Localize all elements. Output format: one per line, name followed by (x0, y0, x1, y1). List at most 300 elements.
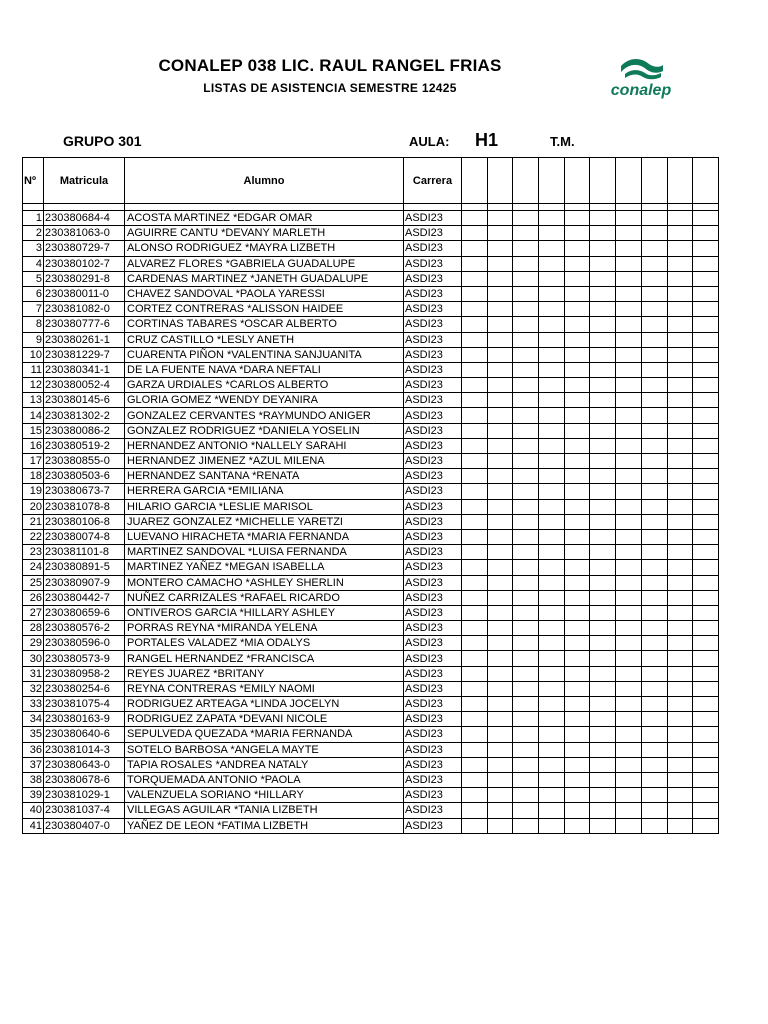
attendance-cell[interactable] (693, 286, 719, 301)
attendance-cell[interactable] (693, 271, 719, 286)
attendance-cell[interactable] (487, 681, 513, 696)
attendance-cell[interactable] (539, 362, 565, 377)
attendance-cell[interactable] (564, 286, 590, 301)
attendance-cell[interactable] (667, 697, 693, 712)
attendance-cell[interactable] (667, 393, 693, 408)
attendance-cell[interactable] (462, 818, 488, 833)
attendance-cell[interactable] (487, 514, 513, 529)
attendance-cell[interactable] (667, 788, 693, 803)
attendance-cell[interactable] (539, 438, 565, 453)
attendance-cell[interactable] (616, 286, 642, 301)
attendance-cell[interactable] (590, 317, 616, 332)
attendance-cell[interactable] (693, 818, 719, 833)
attendance-cell[interactable] (513, 256, 539, 271)
attendance-cell[interactable] (462, 560, 488, 575)
attendance-cell[interactable] (641, 788, 667, 803)
attendance-cell[interactable] (462, 211, 488, 226)
attendance-cell[interactable] (641, 499, 667, 514)
attendance-cell[interactable] (616, 681, 642, 696)
attendance-cell[interactable] (590, 560, 616, 575)
attendance-cell[interactable] (564, 408, 590, 423)
attendance-cell[interactable] (539, 803, 565, 818)
attendance-cell[interactable] (667, 545, 693, 560)
attendance-cell[interactable] (616, 271, 642, 286)
attendance-cell[interactable] (513, 621, 539, 636)
attendance-cell[interactable] (462, 712, 488, 727)
attendance-cell[interactable] (539, 271, 565, 286)
attendance-cell[interactable] (590, 499, 616, 514)
attendance-cell[interactable] (693, 378, 719, 393)
attendance-cell[interactable] (487, 788, 513, 803)
attendance-cell[interactable] (616, 438, 642, 453)
attendance-cell[interactable] (462, 757, 488, 772)
attendance-cell[interactable] (513, 347, 539, 362)
attendance-cell[interactable] (487, 226, 513, 241)
attendance-cell[interactable] (462, 408, 488, 423)
attendance-cell[interactable] (487, 241, 513, 256)
attendance-cell[interactable] (590, 697, 616, 712)
attendance-cell[interactable] (616, 226, 642, 241)
attendance-cell[interactable] (487, 712, 513, 727)
attendance-cell[interactable] (590, 271, 616, 286)
attendance-cell[interactable] (539, 347, 565, 362)
attendance-cell[interactable] (616, 454, 642, 469)
attendance-cell[interactable] (667, 438, 693, 453)
attendance-cell[interactable] (539, 621, 565, 636)
attendance-cell[interactable] (667, 772, 693, 787)
attendance-cell[interactable] (590, 666, 616, 681)
attendance-cell[interactable] (641, 803, 667, 818)
attendance-cell[interactable] (616, 712, 642, 727)
attendance-cell[interactable] (693, 757, 719, 772)
attendance-cell[interactable] (667, 636, 693, 651)
attendance-cell[interactable] (616, 514, 642, 529)
attendance-cell[interactable] (667, 347, 693, 362)
attendance-cell[interactable] (487, 211, 513, 226)
attendance-cell[interactable] (539, 423, 565, 438)
attendance-cell[interactable] (564, 423, 590, 438)
attendance-cell[interactable] (693, 772, 719, 787)
attendance-cell[interactable] (616, 697, 642, 712)
attendance-cell[interactable] (564, 454, 590, 469)
attendance-cell[interactable] (539, 226, 565, 241)
attendance-cell[interactable] (616, 605, 642, 620)
attendance-cell[interactable] (539, 727, 565, 742)
attendance-cell[interactable] (462, 621, 488, 636)
attendance-cell[interactable] (564, 362, 590, 377)
attendance-cell[interactable] (667, 423, 693, 438)
attendance-cell[interactable] (462, 469, 488, 484)
attendance-cell[interactable] (539, 772, 565, 787)
attendance-cell[interactable] (590, 408, 616, 423)
attendance-cell[interactable] (513, 697, 539, 712)
attendance-cell[interactable] (487, 575, 513, 590)
attendance-cell[interactable] (513, 286, 539, 301)
attendance-cell[interactable] (487, 727, 513, 742)
attendance-cell[interactable] (539, 590, 565, 605)
attendance-cell[interactable] (590, 378, 616, 393)
attendance-cell[interactable] (641, 469, 667, 484)
attendance-cell[interactable] (616, 621, 642, 636)
attendance-cell[interactable] (641, 286, 667, 301)
attendance-cell[interactable] (693, 454, 719, 469)
attendance-cell[interactable] (462, 651, 488, 666)
attendance-cell[interactable] (487, 484, 513, 499)
attendance-cell[interactable] (564, 211, 590, 226)
attendance-cell[interactable] (616, 347, 642, 362)
attendance-cell[interactable] (462, 256, 488, 271)
attendance-cell[interactable] (693, 560, 719, 575)
attendance-cell[interactable] (590, 712, 616, 727)
attendance-cell[interactable] (616, 423, 642, 438)
attendance-cell[interactable] (616, 378, 642, 393)
attendance-cell[interactable] (616, 803, 642, 818)
attendance-cell[interactable] (616, 241, 642, 256)
attendance-cell[interactable] (693, 241, 719, 256)
attendance-cell[interactable] (590, 727, 616, 742)
attendance-cell[interactable] (641, 742, 667, 757)
attendance-cell[interactable] (641, 256, 667, 271)
attendance-cell[interactable] (616, 408, 642, 423)
attendance-cell[interactable] (564, 697, 590, 712)
attendance-cell[interactable] (564, 636, 590, 651)
attendance-cell[interactable] (667, 742, 693, 757)
attendance-cell[interactable] (590, 529, 616, 544)
attendance-cell[interactable] (641, 818, 667, 833)
attendance-cell[interactable] (616, 575, 642, 590)
attendance-cell[interactable] (513, 226, 539, 241)
attendance-cell[interactable] (693, 575, 719, 590)
attendance-cell[interactable] (487, 302, 513, 317)
attendance-cell[interactable] (667, 681, 693, 696)
attendance-cell[interactable] (693, 590, 719, 605)
attendance-cell[interactable] (513, 605, 539, 620)
attendance-cell[interactable] (539, 742, 565, 757)
attendance-cell[interactable] (487, 545, 513, 560)
attendance-cell[interactable] (487, 271, 513, 286)
attendance-cell[interactable] (462, 666, 488, 681)
attendance-cell[interactable] (564, 469, 590, 484)
attendance-cell[interactable] (590, 393, 616, 408)
attendance-cell[interactable] (513, 514, 539, 529)
attendance-cell[interactable] (487, 651, 513, 666)
attendance-cell[interactable] (590, 818, 616, 833)
attendance-cell[interactable] (667, 317, 693, 332)
attendance-cell[interactable] (513, 560, 539, 575)
attendance-cell[interactable] (667, 560, 693, 575)
attendance-cell[interactable] (462, 286, 488, 301)
attendance-cell[interactable] (693, 529, 719, 544)
attendance-cell[interactable] (513, 408, 539, 423)
attendance-cell[interactable] (616, 757, 642, 772)
attendance-cell[interactable] (487, 469, 513, 484)
attendance-cell[interactable] (513, 332, 539, 347)
attendance-cell[interactable] (462, 438, 488, 453)
attendance-cell[interactable] (462, 362, 488, 377)
attendance-cell[interactable] (590, 469, 616, 484)
attendance-cell[interactable] (564, 560, 590, 575)
attendance-cell[interactable] (693, 499, 719, 514)
attendance-cell[interactable] (590, 803, 616, 818)
attendance-cell[interactable] (513, 818, 539, 833)
attendance-cell[interactable] (641, 514, 667, 529)
attendance-cell[interactable] (487, 590, 513, 605)
attendance-cell[interactable] (667, 818, 693, 833)
attendance-cell[interactable] (539, 378, 565, 393)
attendance-cell[interactable] (513, 241, 539, 256)
attendance-cell[interactable] (564, 772, 590, 787)
attendance-cell[interactable] (487, 803, 513, 818)
attendance-cell[interactable] (462, 484, 488, 499)
attendance-cell[interactable] (667, 803, 693, 818)
attendance-cell[interactable] (641, 636, 667, 651)
attendance-cell[interactable] (667, 514, 693, 529)
attendance-cell[interactable] (564, 666, 590, 681)
attendance-cell[interactable] (590, 545, 616, 560)
attendance-cell[interactable] (513, 757, 539, 772)
attendance-cell[interactable] (590, 772, 616, 787)
attendance-cell[interactable] (693, 727, 719, 742)
attendance-cell[interactable] (564, 788, 590, 803)
attendance-cell[interactable] (564, 378, 590, 393)
attendance-cell[interactable] (693, 636, 719, 651)
attendance-cell[interactable] (616, 772, 642, 787)
attendance-cell[interactable] (462, 681, 488, 696)
attendance-cell[interactable] (564, 545, 590, 560)
attendance-cell[interactable] (641, 651, 667, 666)
attendance-cell[interactable] (590, 423, 616, 438)
attendance-cell[interactable] (462, 590, 488, 605)
attendance-cell[interactable] (462, 499, 488, 514)
attendance-cell[interactable] (462, 271, 488, 286)
attendance-cell[interactable] (539, 302, 565, 317)
attendance-cell[interactable] (462, 788, 488, 803)
attendance-cell[interactable] (487, 499, 513, 514)
attendance-cell[interactable] (564, 317, 590, 332)
attendance-cell[interactable] (616, 211, 642, 226)
attendance-cell[interactable] (513, 575, 539, 590)
attendance-cell[interactable] (590, 332, 616, 347)
attendance-cell[interactable] (487, 772, 513, 787)
attendance-cell[interactable] (539, 697, 565, 712)
attendance-cell[interactable] (616, 666, 642, 681)
attendance-cell[interactable] (641, 302, 667, 317)
attendance-cell[interactable] (462, 332, 488, 347)
attendance-cell[interactable] (616, 545, 642, 560)
attendance-cell[interactable] (667, 727, 693, 742)
attendance-cell[interactable] (462, 393, 488, 408)
attendance-cell[interactable] (513, 302, 539, 317)
attendance-cell[interactable] (667, 362, 693, 377)
attendance-cell[interactable] (564, 575, 590, 590)
attendance-cell[interactable] (487, 423, 513, 438)
attendance-cell[interactable] (693, 621, 719, 636)
attendance-cell[interactable] (590, 286, 616, 301)
attendance-cell[interactable] (462, 302, 488, 317)
attendance-cell[interactable] (667, 469, 693, 484)
attendance-cell[interactable] (616, 818, 642, 833)
attendance-cell[interactable] (487, 818, 513, 833)
attendance-cell[interactable] (462, 742, 488, 757)
attendance-cell[interactable] (513, 681, 539, 696)
attendance-cell[interactable] (667, 286, 693, 301)
attendance-cell[interactable] (539, 651, 565, 666)
attendance-cell[interactable] (616, 484, 642, 499)
attendance-cell[interactable] (641, 590, 667, 605)
attendance-cell[interactable] (487, 256, 513, 271)
attendance-cell[interactable] (564, 712, 590, 727)
attendance-cell[interactable] (616, 332, 642, 347)
attendance-cell[interactable] (564, 332, 590, 347)
attendance-cell[interactable] (539, 317, 565, 332)
attendance-cell[interactable] (641, 408, 667, 423)
attendance-cell[interactable] (564, 484, 590, 499)
attendance-cell[interactable] (487, 666, 513, 681)
attendance-cell[interactable] (590, 256, 616, 271)
attendance-cell[interactable] (564, 226, 590, 241)
attendance-cell[interactable] (539, 211, 565, 226)
attendance-cell[interactable] (667, 575, 693, 590)
attendance-cell[interactable] (693, 712, 719, 727)
attendance-cell[interactable] (462, 697, 488, 712)
attendance-cell[interactable] (641, 241, 667, 256)
attendance-cell[interactable] (564, 621, 590, 636)
attendance-cell[interactable] (513, 788, 539, 803)
attendance-cell[interactable] (590, 211, 616, 226)
attendance-cell[interactable] (667, 378, 693, 393)
attendance-cell[interactable] (513, 742, 539, 757)
attendance-cell[interactable] (513, 271, 539, 286)
attendance-cell[interactable] (641, 666, 667, 681)
attendance-cell[interactable] (693, 545, 719, 560)
attendance-cell[interactable] (667, 605, 693, 620)
attendance-cell[interactable] (667, 332, 693, 347)
attendance-cell[interactable] (539, 332, 565, 347)
attendance-cell[interactable] (513, 484, 539, 499)
attendance-cell[interactable] (539, 575, 565, 590)
attendance-cell[interactable] (641, 484, 667, 499)
attendance-cell[interactable] (616, 788, 642, 803)
attendance-cell[interactable] (616, 636, 642, 651)
attendance-cell[interactable] (513, 651, 539, 666)
attendance-cell[interactable] (487, 529, 513, 544)
attendance-cell[interactable] (667, 211, 693, 226)
attendance-cell[interactable] (487, 742, 513, 757)
attendance-cell[interactable] (590, 590, 616, 605)
attendance-cell[interactable] (487, 454, 513, 469)
attendance-cell[interactable] (513, 211, 539, 226)
attendance-cell[interactable] (513, 423, 539, 438)
attendance-cell[interactable] (513, 712, 539, 727)
attendance-cell[interactable] (693, 484, 719, 499)
attendance-cell[interactable] (641, 712, 667, 727)
attendance-cell[interactable] (693, 651, 719, 666)
attendance-cell[interactable] (641, 772, 667, 787)
attendance-cell[interactable] (564, 681, 590, 696)
attendance-cell[interactable] (462, 514, 488, 529)
attendance-cell[interactable] (667, 484, 693, 499)
attendance-cell[interactable] (539, 681, 565, 696)
attendance-cell[interactable] (564, 803, 590, 818)
attendance-cell[interactable] (564, 742, 590, 757)
attendance-cell[interactable] (462, 727, 488, 742)
attendance-cell[interactable] (693, 681, 719, 696)
attendance-cell[interactable] (539, 484, 565, 499)
attendance-cell[interactable] (487, 636, 513, 651)
attendance-cell[interactable] (590, 362, 616, 377)
attendance-cell[interactable] (590, 302, 616, 317)
attendance-cell[interactable] (641, 697, 667, 712)
attendance-cell[interactable] (590, 575, 616, 590)
attendance-cell[interactable] (667, 408, 693, 423)
attendance-cell[interactable] (641, 727, 667, 742)
attendance-cell[interactable] (667, 712, 693, 727)
attendance-cell[interactable] (641, 347, 667, 362)
attendance-cell[interactable] (487, 317, 513, 332)
attendance-cell[interactable] (487, 621, 513, 636)
attendance-cell[interactable] (487, 697, 513, 712)
attendance-cell[interactable] (693, 317, 719, 332)
attendance-cell[interactable] (487, 347, 513, 362)
attendance-cell[interactable] (564, 438, 590, 453)
attendance-cell[interactable] (641, 621, 667, 636)
attendance-cell[interactable] (564, 514, 590, 529)
attendance-cell[interactable] (539, 514, 565, 529)
attendance-cell[interactable] (590, 757, 616, 772)
attendance-cell[interactable] (462, 529, 488, 544)
attendance-cell[interactable] (539, 666, 565, 681)
attendance-cell[interactable] (513, 469, 539, 484)
attendance-cell[interactable] (590, 651, 616, 666)
attendance-cell[interactable] (590, 514, 616, 529)
attendance-cell[interactable] (641, 529, 667, 544)
attendance-cell[interactable] (590, 241, 616, 256)
attendance-cell[interactable] (616, 362, 642, 377)
attendance-cell[interactable] (539, 636, 565, 651)
attendance-cell[interactable] (539, 241, 565, 256)
attendance-cell[interactable] (539, 757, 565, 772)
attendance-cell[interactable] (513, 529, 539, 544)
attendance-cell[interactable] (667, 271, 693, 286)
attendance-cell[interactable] (513, 666, 539, 681)
attendance-cell[interactable] (590, 621, 616, 636)
attendance-cell[interactable] (616, 499, 642, 514)
attendance-cell[interactable] (462, 636, 488, 651)
attendance-cell[interactable] (616, 256, 642, 271)
attendance-cell[interactable] (667, 651, 693, 666)
attendance-cell[interactable] (693, 742, 719, 757)
attendance-cell[interactable] (616, 469, 642, 484)
attendance-cell[interactable] (564, 529, 590, 544)
attendance-cell[interactable] (693, 256, 719, 271)
attendance-cell[interactable] (590, 454, 616, 469)
attendance-cell[interactable] (513, 438, 539, 453)
attendance-cell[interactable] (539, 393, 565, 408)
attendance-cell[interactable] (564, 302, 590, 317)
attendance-cell[interactable] (667, 621, 693, 636)
attendance-cell[interactable] (513, 393, 539, 408)
attendance-cell[interactable] (590, 742, 616, 757)
attendance-cell[interactable] (462, 317, 488, 332)
attendance-cell[interactable] (539, 499, 565, 514)
attendance-cell[interactable] (693, 226, 719, 241)
attendance-cell[interactable] (693, 697, 719, 712)
attendance-cell[interactable] (487, 286, 513, 301)
attendance-cell[interactable] (539, 469, 565, 484)
attendance-cell[interactable] (590, 226, 616, 241)
attendance-cell[interactable] (693, 788, 719, 803)
attendance-cell[interactable] (462, 226, 488, 241)
